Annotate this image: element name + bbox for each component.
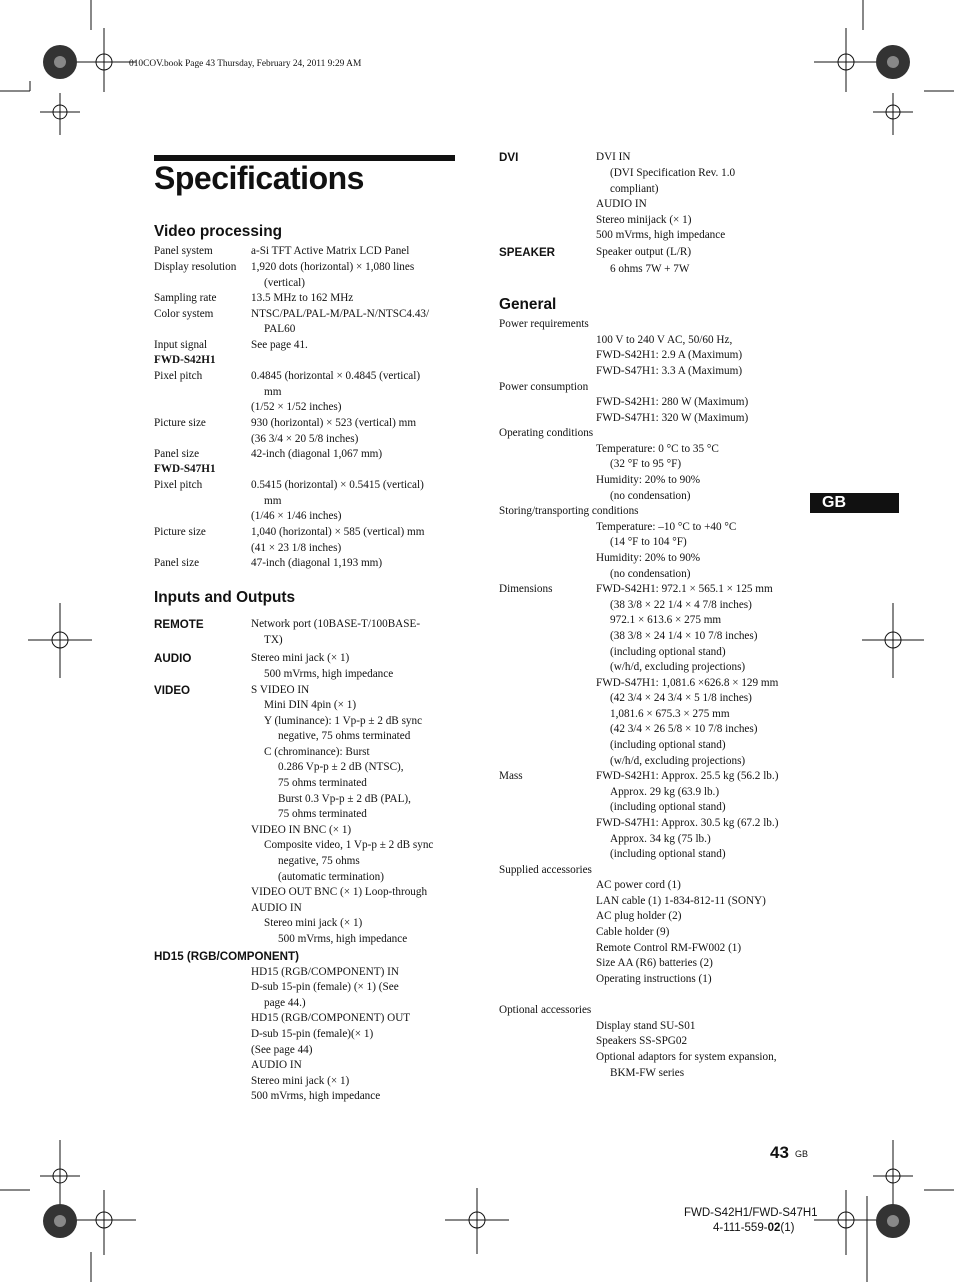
- audio-value: Stereo mini jack (× 1): [251, 652, 350, 664]
- supplied-item: Remote Control RM-FW002 (1): [596, 942, 742, 954]
- storing-label: Storing/transporting conditions: [499, 505, 639, 517]
- dvi-line: 500 mVrms, high impedance: [596, 229, 726, 241]
- storing-line: (no condensation): [610, 568, 691, 580]
- sampling-value: 13.5 MHz to 162 MHz: [251, 292, 354, 304]
- video-line: 75 ohms terminated: [278, 777, 367, 789]
- optional-item: Display stand SU-S01: [596, 1020, 696, 1032]
- remote-label: REMOTE: [154, 618, 204, 631]
- page-number: 43: [770, 1143, 789, 1162]
- video-line: 500 mVrms, high impedance: [278, 933, 408, 945]
- operating-line: Humidity: 20% to 90%: [596, 474, 701, 486]
- model-47-heading: FWD-S47H1: [154, 463, 216, 475]
- optional-label: Optional accessories: [499, 1004, 592, 1016]
- mass-line: FWD-S47H1: Approx. 30.5 kg (67.2 lb.): [596, 817, 779, 829]
- hd15-line: HD15 (RGB/COMPONENT) OUT: [251, 1012, 411, 1024]
- picture-size-47-inches: (41 × 23 1/8 inches): [251, 542, 342, 554]
- storing-line: (14 °F to 104 °F): [610, 536, 687, 548]
- operating-line: (no condensation): [610, 490, 691, 502]
- picture-size-42: 930 (horizontal) × 523 (vertical) mm: [251, 417, 417, 429]
- speaker-label: SPEAKER: [499, 246, 556, 259]
- video-line: negative, 75 ohms terminated: [278, 730, 411, 742]
- page-title: Specifications: [154, 160, 364, 196]
- remote-value-cont: TX): [264, 634, 283, 646]
- video-line: negative, 75 ohms: [278, 855, 360, 867]
- operating-line: (32 °F to 95 °F): [610, 458, 682, 470]
- hd15-line: page 44.): [264, 997, 306, 1009]
- pixel-pitch-42: 0.4845 (horizontal × 0.4845 (vertical): [251, 370, 421, 382]
- audio-value-cont: 500 mVrms, high impedance: [264, 668, 394, 680]
- footer-code-suffix: (1): [780, 1222, 795, 1234]
- panel-size-42: 42-inch (diagonal 1,067 mm): [251, 448, 383, 460]
- supplied-item: LAN cable (1) 1-834-812-11 (SONY): [596, 895, 766, 907]
- video-line: Composite video, 1 Vp-p ± 2 dB sync: [264, 839, 434, 851]
- book-header: 010COV.book Page 43 Thursday, February 24, 2011 9:29 AM: [129, 59, 362, 69]
- pixel-pitch-label-47: Pixel pitch: [154, 479, 203, 491]
- input-signal-label: Input signal: [154, 339, 208, 351]
- pixel-pitch-42-unit: mm: [264, 386, 282, 398]
- video-line: VIDEO OUT BNC (× 1) Loop-through: [251, 886, 428, 898]
- page-number-suffix: GB: [795, 1149, 809, 1159]
- hd15-line: 500 mVrms, high impedance: [251, 1090, 381, 1102]
- power-cons-label: Power consumption: [499, 381, 589, 393]
- supplied-item: AC plug holder (2): [596, 910, 682, 922]
- power-cons-line: FWD-S47H1: 320 W (Maximum): [596, 412, 749, 424]
- dvi-line: (DVI Specification Rev. 1.0: [610, 167, 736, 179]
- video-processing-heading: Video processing: [154, 223, 283, 240]
- video-line: 75 ohms terminated: [278, 808, 367, 820]
- power-req-line: FWD-S42H1: 2.9 A (Maximum): [596, 349, 743, 361]
- dimensions-line: (including optional stand): [610, 739, 726, 751]
- pixel-pitch-42-inches: (1/52 × 1/52 inches): [251, 401, 342, 413]
- dvi-label: DVI: [499, 151, 519, 164]
- optional-item: Optional adaptors for system expansion,: [596, 1051, 777, 1063]
- remote-value: Network port (10BASE-T/100BASE-: [251, 618, 421, 630]
- video-line: 0.286 Vp-p ± 2 dB (NTSC),: [278, 761, 404, 773]
- dimensions-line: (including optional stand): [610, 646, 726, 658]
- sampling-label: Sampling rate: [154, 292, 217, 304]
- storing-line: Temperature: –10 °C to +40 °C: [596, 521, 737, 533]
- panel-size-label-47: Panel size: [154, 557, 200, 569]
- panel-size-47: 47-inch (diagonal 1,193 mm): [251, 557, 383, 569]
- pixel-pitch-label: Pixel pitch: [154, 370, 203, 382]
- dimensions-line: (w/h/d, excluding projections): [610, 661, 746, 673]
- hd15-line: D-sub 15-pin (female) (× 1) (See: [251, 981, 399, 993]
- storing-line: Humidity: 20% to 90%: [596, 552, 701, 564]
- display-res-value-cont: (vertical): [264, 277, 305, 289]
- dvi-line: compliant): [610, 183, 659, 195]
- dimensions-line: FWD-S42H1: 972.1 × 565.1 × 125 mm: [596, 583, 773, 595]
- operating-label: Operating conditions: [499, 427, 594, 439]
- dimensions-label: Dimensions: [499, 583, 553, 595]
- mass-label: Mass: [499, 770, 523, 782]
- speaker-line: 6 ohms 7W + 7W: [610, 263, 690, 275]
- video-label: VIDEO: [154, 684, 191, 697]
- hd15-line: AUDIO IN: [251, 1059, 302, 1071]
- footer-code-prefix: 4-111-559-: [713, 1222, 768, 1234]
- mass-line: (including optional stand): [610, 801, 726, 813]
- video-line: VIDEO IN BNC (× 1): [251, 824, 352, 836]
- hd15-label: HD15 (RGB/COMPONENT): [154, 950, 299, 963]
- pixel-pitch-47-inches: (1/46 × 1/46 inches): [251, 510, 342, 522]
- supplied-item: Operating instructions (1): [596, 973, 712, 985]
- dvi-line: DVI IN: [596, 151, 631, 163]
- pixel-pitch-47-unit: mm: [264, 495, 282, 507]
- panel-system-label: Panel system: [154, 245, 213, 257]
- supplied-item: AC power cord (1): [596, 879, 681, 891]
- dimensions-line: (w/h/d, excluding projections): [610, 755, 746, 767]
- mass-line: FWD-S42H1: Approx. 25.5 kg (56.2 lb.): [596, 770, 779, 782]
- panel-size-label: Panel size: [154, 448, 200, 460]
- general-heading: General: [499, 296, 557, 313]
- mass-line: Approx. 29 kg (63.9 lb.): [610, 786, 720, 798]
- gb-language-tab: GB: [810, 493, 899, 513]
- dimensions-line: (38 3/8 × 24 1/4 × 10 7/8 inches): [610, 630, 758, 642]
- audio-label: AUDIO: [154, 652, 192, 665]
- inputs-outputs-heading: Inputs and Outputs: [154, 589, 296, 606]
- color-system-value-cont: PAL60: [264, 323, 296, 335]
- video-line: S VIDEO IN: [251, 684, 310, 696]
- dimensions-line: (42 3/4 × 26 5/8 × 10 7/8 inches): [610, 723, 758, 735]
- dimensions-line: (42 3/4 × 24 3/4 × 5 1/8 inches): [610, 692, 752, 704]
- footer-code-bold: 02: [767, 1222, 781, 1234]
- video-line: Y (luminance): 1 Vp-p ± 2 dB sync: [264, 715, 423, 727]
- dvi-line: AUDIO IN: [596, 198, 647, 210]
- picture-size-label-47: Picture size: [154, 526, 206, 538]
- video-line: C (chrominance): Burst: [264, 746, 370, 758]
- color-system-label: Color system: [154, 308, 214, 320]
- picture-size-47: 1,040 (horizontal) × 585 (vertical) mm: [251, 526, 425, 538]
- hd15-line: (See page 44): [251, 1044, 313, 1056]
- power-req-line: FWD-S47H1: 3.3 A (Maximum): [596, 365, 743, 377]
- video-line: Burst 0.3 Vp-p ± 2 dB (PAL),: [278, 793, 411, 805]
- dvi-line: Stereo minijack (× 1): [596, 214, 692, 226]
- video-line: (automatic termination): [278, 871, 384, 883]
- input-signal-value: See page 41.: [251, 339, 308, 351]
- mass-line: (including optional stand): [610, 848, 726, 860]
- dimensions-line: FWD-S47H1: 1,081.6 ×626.8 × 129 mm: [596, 677, 779, 689]
- hd15-line: HD15 (RGB/COMPONENT) IN: [251, 966, 399, 978]
- video-line: Mini DIN 4pin (× 1): [264, 699, 357, 711]
- dimensions-line: 1,081.6 × 675.3 × 275 mm: [610, 708, 730, 720]
- hd15-line: D-sub 15-pin (female)(× 1): [251, 1028, 374, 1040]
- power-cons-line: FWD-S42H1: 280 W (Maximum): [596, 396, 749, 408]
- color-system-value: NTSC/PAL/PAL-M/PAL-N/NTSC4.43/: [251, 308, 430, 320]
- supplied-item: Size AA (R6) batteries (2): [596, 957, 713, 969]
- video-line: AUDIO IN: [251, 902, 302, 914]
- power-req-line: 100 V to 240 V AC, 50/60 Hz,: [596, 334, 733, 346]
- footer-code: [713, 1222, 794, 1234]
- supplied-label: Supplied accessories: [499, 864, 592, 876]
- display-res-value: 1,920 dots (horizontal) × 1,080 lines: [251, 261, 415, 273]
- picture-size-42-inches: (36 3/4 × 20 5/8 inches): [251, 433, 359, 445]
- operating-line: Temperature: 0 °C to 35 °C: [596, 443, 719, 455]
- video-line: Stereo mini jack (× 1): [264, 917, 363, 929]
- footer-models: FWD-S42H1/FWD-S47H1: [684, 1207, 818, 1219]
- model-42-heading: FWD-S42H1: [154, 354, 216, 366]
- optional-item: Speakers SS-SPG02: [596, 1035, 688, 1047]
- mass-line: Approx. 34 kg (75 lb.): [610, 833, 711, 845]
- supplied-item: Cable holder (9): [596, 926, 670, 938]
- dimensions-line: 972.1 × 613.6 × 275 mm: [610, 614, 722, 626]
- dimensions-line: (38 3/8 × 22 1/4 × 4 7/8 inches): [610, 599, 752, 611]
- power-req-label: Power requirements: [499, 318, 589, 330]
- optional-item: BKM-FW series: [610, 1067, 685, 1079]
- speaker-line: Speaker output (L/R): [596, 246, 692, 258]
- hd15-line: Stereo mini jack (× 1): [251, 1075, 350, 1087]
- picture-size-label: Picture size: [154, 417, 206, 429]
- panel-system-value: a-Si TFT Active Matrix LCD Panel: [251, 245, 410, 257]
- display-res-label: Display resolution: [154, 261, 237, 273]
- pixel-pitch-47: 0.5415 (horizontal) × 0.5415 (vertical): [251, 479, 424, 491]
